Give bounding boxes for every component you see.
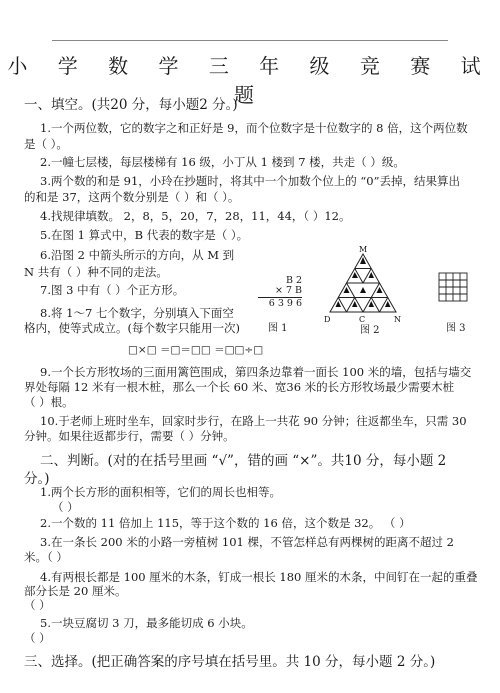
fig1-row3: 6 3 9 6 — [268, 298, 302, 309]
figure-3-label: 图 3 — [446, 323, 466, 334]
section-fill-blank-heading: 一、填空。(共20 分，每小题2 分。) — [24, 97, 238, 113]
j4-line2: 部分长是 20 厘米。 — [24, 584, 127, 598]
j1-line1: 1.两个长方形的面积相等，它们的周长也相等。 — [40, 485, 281, 499]
top-rule — [52, 40, 448, 41]
q8-line1: 8.将 1～7 七个数字，分别填入下面空 — [40, 306, 234, 320]
q5: 5.在图 1 算式中，B 代表的数字是（ ）。 — [40, 228, 249, 242]
fig1-row1: B 2 — [285, 275, 302, 286]
section-judge-heading-line1: 二、判断。(对的在括号里画 “√”，错的画 “×”。共10 分，每小题 2 — [40, 453, 447, 469]
j5-line2: （ ） — [24, 631, 51, 645]
fig2-label-d: D — [324, 315, 331, 324]
q3-line2: 的和是 37，这两个数分别是（ ）和（ ）。 — [24, 190, 240, 204]
q4: 4.找规律填数。 2，8，5，20，7，28，11，44，（ ）12。 — [40, 209, 351, 223]
j4-line3: （ ） — [24, 598, 51, 612]
q7: 7.图 3 中有（ ）个正方形。 — [40, 283, 185, 297]
section-choice-heading: 三、选择。(把正确答案的序号填在括号里。共 10 分，每小题 2 分。) — [24, 654, 436, 670]
fig2-label-n: N — [394, 315, 401, 324]
fig2-label-c: C — [359, 315, 366, 324]
q1-line1: 1.一个两位数，它的数字之和正好是 9，而个位数字是十位数字的 8 倍，这个两位数 — [40, 121, 468, 135]
j3-line2: 米。（ ） — [24, 550, 68, 564]
q6-line2: N 共有（ ）种不同的走法。 — [24, 265, 168, 279]
figure-3-square-grid — [438, 272, 468, 302]
q1-line2: 是（ ）。 — [24, 137, 68, 151]
fig2-label-m: M — [359, 245, 368, 254]
q3-line1: 3.两个数的和是 91，小玲在抄题时，将其中一个加数个位上的 “0”丢掉，结果算出 — [40, 174, 460, 188]
section-judge-heading-line2: 分。) — [24, 471, 50, 487]
j2: 2.一个数的 11 倍加上 115，等于这个数的 16 倍，这个数是 32。 （ ） — [40, 516, 411, 530]
j1-line2: （ ） — [52, 500, 79, 514]
q9-line3: （ ）根。 — [24, 395, 74, 409]
q9-line2: 界处每隔 12 米有一根木桩，那么一个长 60 米、宽36 米的长方形牧场最少需要木桩 — [24, 380, 455, 394]
j3-line1: 3.在一条长 200 米的小路一旁植树 101 棵，不管怎样总有两棵树的距离不超过 2 — [40, 535, 454, 549]
q10-line2: 分钟。如果往返都步行，需要（ ）分钟。 — [24, 429, 235, 443]
figure-1-label: 图 1 — [268, 323, 288, 334]
j5-line1: 5.一块豆腐切 3 刀，最多能切成 6 小块。 — [40, 616, 253, 630]
fig1-row2: × 7 B — [274, 285, 302, 296]
q8-line2: 格内，使等式成立。(每个数字只能用一次) — [24, 321, 240, 335]
figure-1-multiplication — [258, 276, 302, 309]
figure-2-label: 图 2 — [360, 325, 380, 336]
q10-line1: 10.于老师上班时坐车，回家时步行，在路上一共花 90 分钟；往返都坐车，只需 30 — [40, 414, 467, 428]
q8-equation: □×□ ＝□＝□□ ＝□□÷□ — [128, 344, 264, 356]
q2: 2.一幢七层楼，每层楼梯有 16 级，小丁从 1 楼到 7 楼，共走（ ）级。 — [40, 155, 405, 169]
figure-2-triangle-paths — [322, 244, 404, 330]
page-title: 小 学 数 学 三 年 级 竞 赛 试 题 — [7, 54, 493, 107]
q9-line1: 9.一个长方形牧场的三面用篱笆围成，第四条边靠着一面长 100 米的墙，包括与墙交 — [40, 365, 472, 379]
j4-line1: 4.有两根长都是 100 厘米的木条，钉成一根长 180 厘米的木条，中间钉在一起的重叠 — [40, 570, 478, 584]
q6-line1: 6.沿图 2 中箭头所示的方向，从 M 到 — [40, 248, 235, 262]
